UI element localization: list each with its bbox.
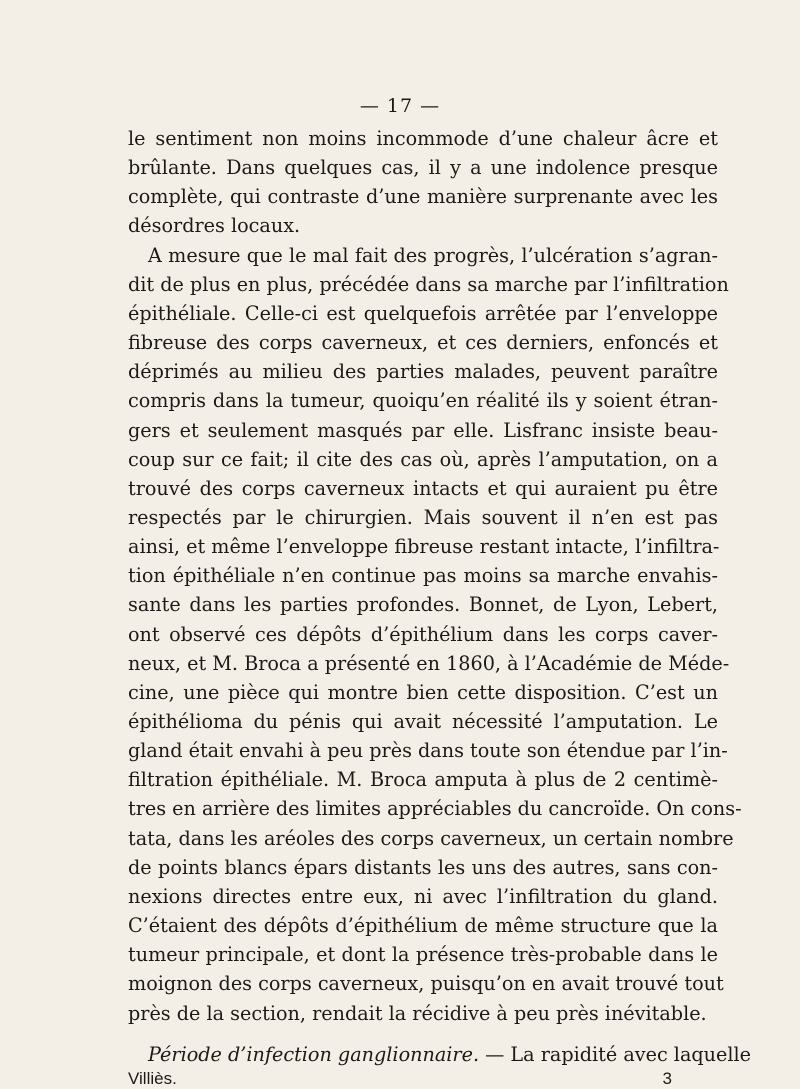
text-line: tion épithéliale n’en continue pas moins sa marche envahis- xyxy=(128,564,718,588)
text-line: de points blancs épars distants les uns des autres, sans con- xyxy=(128,855,718,879)
text-line: le sentiment non moins incommode d’une chaleur âcre et xyxy=(128,127,718,150)
text-line: gers et seulement masqués par elle. Lisfranc insiste beau- xyxy=(128,418,718,442)
text-line: A mesure que le mal fait des progrès, l’ulcération s’agran- xyxy=(148,243,718,267)
text-line: désordres locaux. xyxy=(128,214,301,238)
section-line xyxy=(148,1040,752,1070)
text-line: tumeur principale, et dont la présence très-probable dans le xyxy=(128,943,718,967)
text-line: cine, une pièce qui montre bien cette disposition. C’est un xyxy=(128,680,718,704)
section-heading: Période d’infection ganglionnaire. xyxy=(148,1042,480,1066)
text-line: C’étaient des dépôts d’épithélium de même structure que la xyxy=(128,914,718,938)
text-line: trouvé des corps caverneux intacts et qui auraient pu être xyxy=(128,476,718,500)
page-number: — 17 — xyxy=(359,95,441,117)
text-line: gland était envahi à peu près dans toute son étendue par l’in- xyxy=(128,739,728,763)
section-text: — La rapidité avec laquelle xyxy=(479,1042,752,1066)
text-line: épithélioma du pénis qui avait nécessité l’amputation. Le xyxy=(128,710,718,733)
text-line: fibreuse des corps caverneux, et ces derniers, enfoncés et xyxy=(128,331,718,355)
text-line: tata, dans les aréoles des corps caverneux, un certain nombre xyxy=(128,826,734,850)
text-line: filtration épithéliale. M. Broca amputa à plus de 2 centimè- xyxy=(128,768,718,792)
footer-author: Villiès. xyxy=(128,1068,177,1088)
text-line: brûlante. Dans quelques cas, il y a une indolence presque xyxy=(128,156,718,180)
text-line: ont observé ces dépôts d’épithélium dans les corps caver- xyxy=(128,622,718,646)
text-line: moignon des corps caverneux, puisqu’on en avait trouvé tout xyxy=(128,972,724,996)
text-line: près de la section, rendait la récidive à peu près inévitable. xyxy=(128,1001,707,1025)
footer-signature-mark: 3 xyxy=(662,1068,672,1088)
text-line: neux, et M. Broca a présenté en 1860, à l’Académie de Méde- xyxy=(128,651,730,675)
text-line: compris dans la tumeur, quoiqu’en réalité ils y soient étran- xyxy=(128,389,718,413)
text-line: tres en arrière des limites appréciables du cancroïde. On cons- xyxy=(128,797,742,821)
text-line: nexions directes entre eux, ni avec l’infiltration du gland. xyxy=(128,884,718,908)
text-line: complète, qui contraste d’une manière surprenante avec les xyxy=(128,185,718,209)
text-line: ainsi, et même l’enveloppe fibreuse restant intacte, l’infiltra- xyxy=(128,535,720,559)
text-line: épithéliale. Celle-ci est quelquefois arrêtée par l’enveloppe xyxy=(128,301,718,325)
text-line: coup sur ce fait; il cite des cas où, après l’amputation, on a xyxy=(128,447,718,471)
text-line: déprimés au milieu des parties malades, peuvent paraître xyxy=(128,360,718,384)
text-line: dit de plus en plus, précédée dans sa marche par l’infiltration xyxy=(128,272,729,296)
text-line: sante dans les parties profondes. Bonnet, de Lyon, Lebert, xyxy=(128,593,718,617)
text-line: respectés par le chirurgien. Mais souvent il n’en est pas xyxy=(128,505,718,529)
